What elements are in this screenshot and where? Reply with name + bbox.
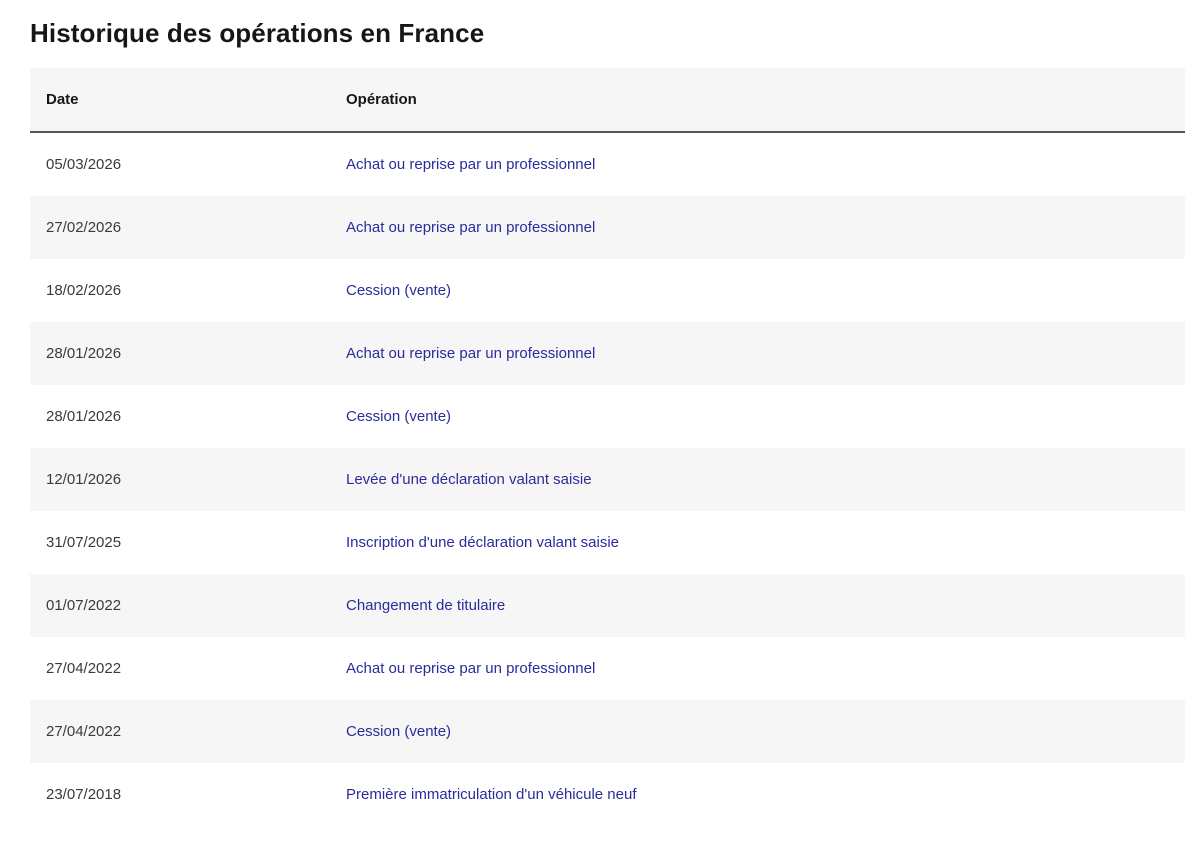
date-cell: 01/07/2022 [46,597,122,614]
table-row [30,448,1185,511]
operation-cell: Cession (vente) [346,408,452,425]
operation-cell: Cession (vente) [346,723,452,740]
table-row [30,511,1185,574]
operation-cell: Achat ou reprise par un professionnel [346,219,596,236]
operation-cell: Levée d'une déclaration valant saisie [346,471,592,488]
table-row [30,574,1185,637]
table-row [30,763,1185,826]
date-cell: 23/07/2018 [46,786,122,803]
table-row [30,385,1185,448]
date-cell: 05/03/2026 [46,156,122,173]
date-cell: 18/02/2026 [46,282,122,299]
operation-cell: Changement de titulaire [346,597,506,614]
column-header-operation: Opération [330,68,1185,132]
operation-cell: Première immatriculation d'un véhicule neuf [346,786,637,803]
table-row [30,259,1185,322]
date-cell: 27/02/2026 [46,219,122,236]
column-header-date: Date [30,68,330,132]
table-row [30,196,1185,259]
page-title: Historique des opérations en France [30,18,485,48]
table-row [30,637,1185,700]
table-header-row [30,68,1185,132]
operation-cell: Achat ou reprise par un professionnel [346,345,596,362]
date-cell: 12/01/2026 [46,471,122,488]
date-cell: 27/04/2022 [46,723,122,740]
operation-cell: Achat ou reprise par un professionnel [346,660,596,677]
date-cell: 31/07/2025 [46,534,122,551]
date-cell: 28/01/2026 [46,345,122,362]
date-cell: 28/01/2026 [46,408,122,425]
date-cell: 27/04/2022 [46,660,122,677]
table-row [30,700,1185,763]
operation-cell: Achat ou reprise par un professionnel [346,156,596,173]
table-row [30,132,1185,196]
operations-history-table [30,68,1185,826]
operation-cell: Cession (vente) [346,282,452,299]
table-row [30,322,1185,385]
operation-cell: Inscription d'une déclaration valant saisie [346,534,620,551]
